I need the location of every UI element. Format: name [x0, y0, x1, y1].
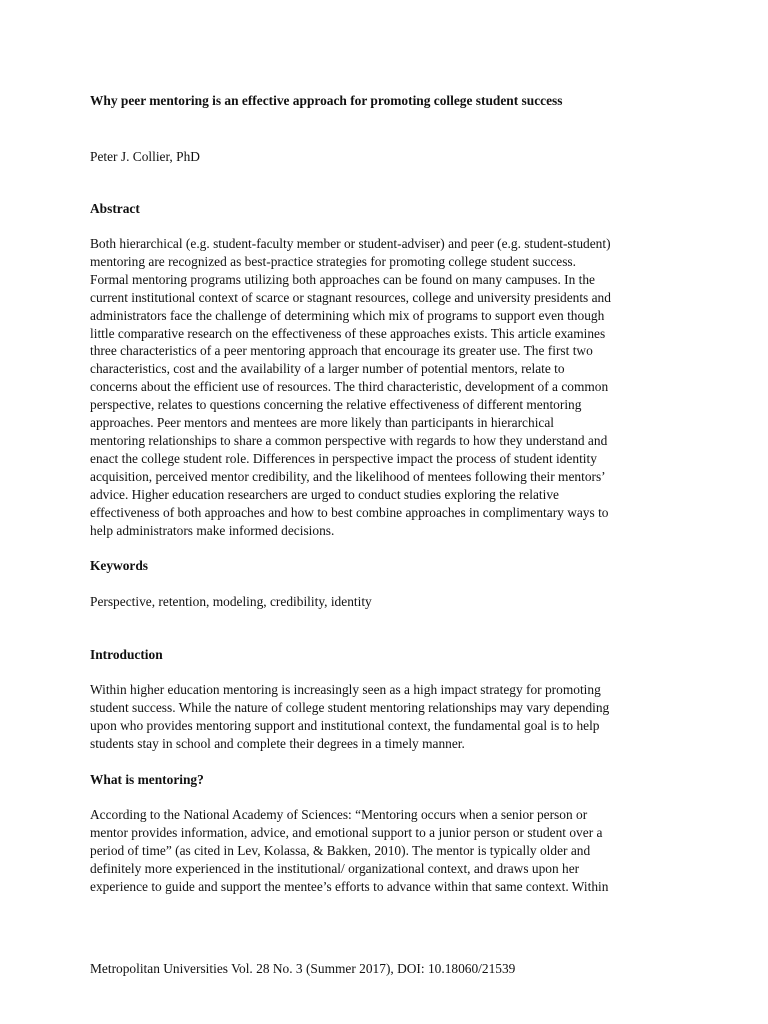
abstract-line: characteristics, cost and the availability of a larger number of potential mentors, relate to — [90, 361, 565, 377]
abstract-line: Both hierarchical (e.g. student-faculty member or student-adviser) and peer (e.g. student-student) — [90, 236, 611, 251]
abstract-line: concerns about the efficient use of resources. The third characteristic, development of a common — [90, 379, 609, 395]
abstract-line: Formal mentoring programs utilizing both approaches can be found on many campuses. In the — [90, 271, 595, 287]
abstract-line: little comparative research on the effectiveness of these approaches exists. This article examines — [90, 325, 606, 341]
introduction-line: upon who provides mentoring support and institutional context, the fundamental goal is to help — [90, 718, 600, 734]
introduction-line: students stay in school and complete their degrees in a timely manner. — [90, 736, 465, 752]
mentoring-line: period of time” (as cited in Lev, Kolassa, & Bakken, 2010). The mentor is typically older and — [90, 842, 591, 858]
document-page — [90, 92, 680, 895]
mentoring-line: definitely more experienced in the institutional/ organizational context, and draws upon her — [90, 860, 580, 876]
keywords-text: Perspective, retention, modeling, credibility, identity — [90, 594, 372, 610]
abstract-line: mentoring are recognized as best-practice strategies for promoting college student success. — [90, 253, 576, 269]
abstract-heading: Abstract — [90, 201, 140, 216]
keywords-heading: Keywords — [90, 558, 149, 574]
abstract-line: advice. Higher education researchers are urged to conduct studies exploring the relative — [90, 486, 559, 502]
mentoring-line: experience to guide and support the mentee’s efforts to advance within that same context. Within — [90, 878, 609, 894]
abstract-line: effectiveness of both approaches and how to best combine approaches in complimentary ways to — [90, 504, 609, 520]
paper-title: Why peer mentoring is an effective approach for promoting college student success — [90, 93, 563, 108]
abstract-line: mentoring relationships to share a common perspective with regards to how they understand and — [90, 432, 608, 448]
abstract-line: approaches. Peer mentors and mentees are more likely than participants in hierarchical — [90, 415, 555, 431]
introduction-line: Within higher education mentoring is increasingly seen as a high impact strategy for promoting — [90, 682, 601, 698]
introduction-heading: Introduction — [90, 647, 163, 663]
abstract-line: help administrators make informed decisions. — [90, 522, 335, 538]
abstract-line: three characteristics of a peer mentoring approach that encourage its greater use. The first two — [90, 343, 593, 359]
abstract-paragraph — [90, 235, 680, 539]
author-name: Peter J. Collier, PhD — [90, 149, 200, 164]
abstract-line: administrators face the challenge of determining which mix of programs to support even though — [90, 307, 605, 323]
mentoring-line: mentor provides information, advice, and emotional support to a junior person or student over a — [90, 824, 603, 840]
abstract-line: enact the college student role. Differences in perspective impact the process of student identity — [90, 450, 597, 466]
what-is-mentoring-heading: What is mentoring? — [90, 771, 204, 787]
what-is-mentoring-paragraph — [90, 806, 680, 896]
introduction-paragraph — [90, 681, 680, 753]
introduction-line: student success. While the nature of college student mentoring relationships may vary depending — [90, 700, 610, 716]
abstract-line: current institutional context of scarce or stagnant resources, college and university presidents and — [90, 289, 611, 305]
page-footer: Metropolitan Universities Vol. 28 No. 3 (Summer 2017), DOI: 10.18060/21539 — [90, 961, 516, 976]
mentoring-line: According to the National Academy of Sciences: “Mentoring occurs when a senior person or — [90, 806, 588, 822]
abstract-line: perspective, relates to questions concerning the relative effectiveness of different mentoring — [90, 397, 582, 413]
abstract-line: acquisition, perceived mentor credibility, and the likelihood of mentees following their mentors’ — [90, 468, 606, 484]
